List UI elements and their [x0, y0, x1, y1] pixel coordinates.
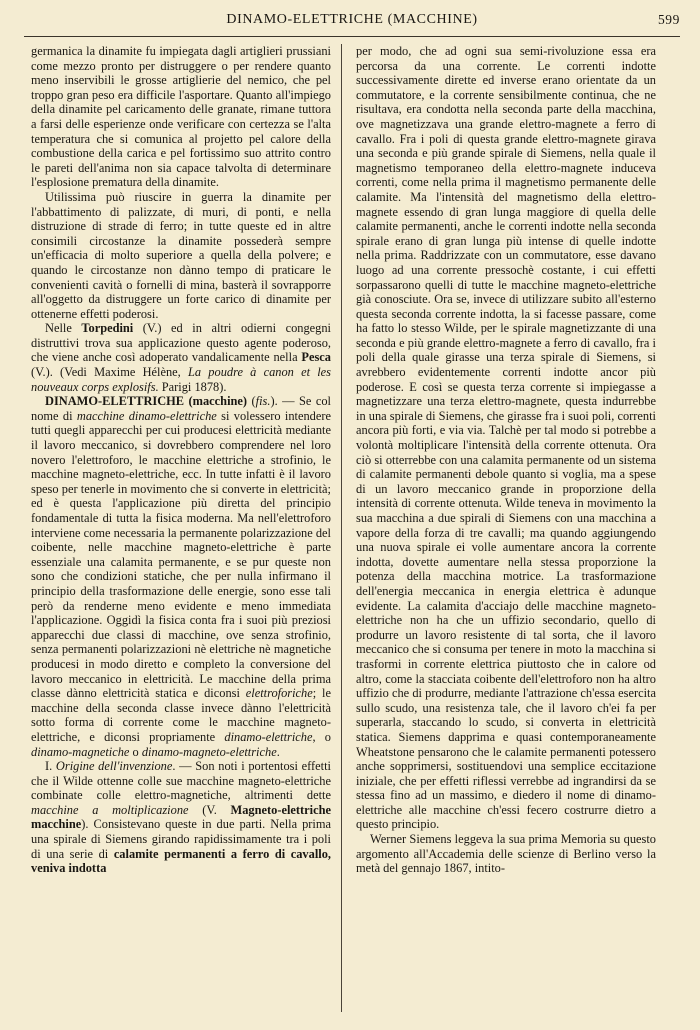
term: macchine a moltiplicazione [31, 802, 189, 817]
text-run: ; le macchine della seconda classe invece dànno l'elettricità sotto forma di corrente come le macchine magneto-elettriche, e diconsi propriamente [31, 686, 331, 744]
entry-headword: DINAMO-ELETTRICHE (macchine) [45, 394, 248, 409]
left-column [31, 44, 331, 876]
term: dinamo-magnetiche [31, 744, 130, 759]
paragraph [31, 321, 331, 394]
cross-reference: Pesca [301, 350, 331, 365]
text-run: . [276, 744, 280, 759]
running-title: DINAMO-ELETTRICHE (MACCHINE) [226, 12, 478, 27]
paragraph [31, 759, 331, 876]
text-run: ( [247, 394, 256, 409]
paragraph: germanica la dinamite fu impiegata dagli artiglieri prussiani come mezzo pronto per distruggere o per rendere quanto meno inservibili le grosse artiglierie del nemico, che pel troppo gran peso era difficile l'asportare. Quanto all'impiego della dinamite pel caricamento delle granate, rimane tuttora a farsi delle esperienze onde verificare con certezza se l'alta temperatura che si comunica al projetto pel calore della combustione della carica e pel fortissimo suo attrito contro le pareti dell'anima non sia capace talvolta di determinare l'esplosione prematura della dinamite. [31, 44, 331, 190]
term: elettroforiche [245, 686, 313, 701]
text-run: ). Consistevano queste in due parti. Nella prima una spirale di Siemens girando rapidissimamente tra i poli di una serie di [31, 817, 331, 861]
column-divider [341, 44, 342, 1012]
term: dinamo-magneto-elettriche [141, 744, 277, 759]
text-run: I. [45, 759, 56, 774]
page-number: 599 [657, 12, 680, 27]
page-header [24, 12, 680, 32]
paragraph: Utilissima può riuscire in guerra la dinamite per l'abbattimento di palizzate, di muri, di ponti, e nella distruzione di strade di ferro; in tutte queste ed in altre consimili circostanze la dinamite possederà sempre un'efficacia di molto superiore a quella della polvere; e quando le circostanze non dànno tempo di praticare le convenienti cavità o fornelli di mina, basterà il sovrapporre all'oggetto da distruggere un forte carico di dinamite per ottenerne effetti poderosi. [31, 189, 331, 321]
text-run: Nelle [45, 321, 82, 336]
right-column [356, 44, 656, 876]
subject-tag: fis. [255, 394, 271, 409]
text-run: (V. [188, 802, 231, 817]
header-rule [24, 36, 680, 37]
paragraph [31, 394, 331, 759]
cross-reference: Magneto-elettriche macchine [31, 802, 331, 832]
text-run: , o [312, 729, 331, 744]
text-run: (V.) ed in altri odierni congegni distruttivi trova sua applicazione questo agente poderoso, che viene anche così adoperato vandalicamente nella [31, 321, 331, 365]
text-run: (V.). (Vedi Maxime Hélène, [31, 365, 188, 380]
term: macchine dinamo-elettriche [76, 408, 217, 423]
text-run: o [129, 744, 142, 759]
text-run: Parigi 1878). [158, 379, 227, 394]
text-run: si volessero intendere tutti quegli apparecchi per cui producesi elettricità mediante il lavoro meccanico, si dovrebbero comprendere nel loro novero l'elettroforo, le macchine elettriche a strofinio, le macchine magneto-elettriche, ecc. In tutte infatti è il lavoro speso per tenerle in movimento che si converte in elettricità; ed è questa l'applicazione più diretta del principio fondamentale di tutta la fisica moderna. Ma nell'elettroforo interviene come necessaria la permanente polarizzazione del coibente, nelle macchine magneto-elettriche è parte essenziale una calamita permanente, e se pur queste non sono che condizioni statiche, che per nulla infirmano il principio della trasformazione delle energie, sono esse tali però da renderne meno evidente e meno immediata l'applicazione. Oggidì la fisica conta fra i suoi più preziosi apparecchi due classi di macchine, ove senza strofinio, senza permanenti polarizzazioni nè elettriche nè magnetiche producesi in modo diretto e completo la conversione del lavoro meccanico in elettricità. Le macchine della prima classe dànno elettricità statica e diconsi [31, 408, 331, 701]
term: dinamo-elettriche [224, 729, 313, 744]
paragraph: per modo, che ad ogni sua semi-rivoluzione essa era percorsa da una corrente. Le correnti indotte successivamente dirette ed inverse erano orientate da un commutatore, e la corrente sensibilmente continua, che ne risultava, era condotta nella seconda parte della macchina, ove magnetizzava una grande elettro-magnete a ferro di cavallo. Fra i poli di questa grande elettro-magnete girava una seconda e più grande spirale di Siemens, nella quale il magnetismo temporaneo della elettro-magnete induceva correnti, come nella prima il magnetismo permanente delle calamite. Ma l'intensità del magnetismo della elettro-magnete essendo di gran lunga maggiore di quella delle calamite permanenti, anche le correnti indotte nella seconda spirale erano di gran lunga più intense di quelle indotte nella prima. Raddrizzate con un commutatore, esse davano luogo ad una corrente pressochè costante, i cui effetti sorpassarono quelli di tutte le macchine magneto-elettriche già conosciute. Ora se, invece di utilizzare subito all'esterno questa seconda corrente indotta, la si facesse passare, come ha fatto lo stesso Wilde, per le spirale magnetizzante di una seconda e più grande elettro-magnete a ferro di cavallo, fra i poli della quale girasse una terza spirale di Siemens, si avrebbero evidentemente correnti indotte ancor più poderose. E così se questa terza corrente si impiegasse a magnetizzare una terza elettro-magnete, questa indurrebbe in una spirale di Siemens, che girasse fra i suoi poli, correnti ancora più forti, e via via. Talchè per tal modo si potrebbe a volontà moltiplicare l'intensità della corrente ottenuta. Ora ciò si otterrebbe con una calamita permanente od un sistema di calamite permanenti debole quanto si voglia, ma a spese di un lavoro meccanico grande in proporzione della intensità di corrente ottenuta. Wilde teneva in movimento la sua macchina a due spirali di Siemens con una macchina a vapore della forza di tre cavalli; ma quando aggiungendo una nuova spirale ei volle aumentare ancora la corrente indotta, dovette aumentare nella stessa proporzione la potenza della macchina motrice. La trasformazione dell'energia meccanica in energia elettrica è adunque evidente. La calamita d'acciajo delle macchine magneto-elettriche non ha che un uffizio secondario, quello di produrre un lavoro resistente di tal sorta, che il lavoro meccanico che si consuma per tenere in moto la macchina si trasformi in corrente elettrica piuttosto che in calore od altro, come la stacciata coibente dell'elettroforo non ha altro uffizio che di produrre, mediante l'attrazione ch'essa esercita sullo scudo, una resistenza tale, che il lavoro ch'ei fa per superarla, staccando lo scudo, si converta in elettricità statica. Siemens dapprima e quasi contemporaneamente Wheatstone pensarono che le calamite permanenti potessero anche sopprimersi, sostituendovi una semplice eccitazione iniziale, che per effetti riflessi verrebbe ad ingrandirsi da se stessa fino ad un massimo, e diedero il nome di dinamo-elettriche alle macchine ch'essi fecero costrurre dietro a questo principio. [356, 44, 656, 832]
cross-reference: Torpedini [81, 321, 134, 336]
text-run: ). — Se col nome di [31, 394, 331, 423]
text-run-bold: calamite permanenti a ferro di cavallo, veniva indotta [31, 846, 331, 876]
section-heading: Origine dell'invenzione [55, 759, 173, 774]
paragraph: Werner Siemens leggeva la sua prima Memoria su questo argomento all'Accademia delle scienze di Berlino verso la metà del gennajo 1867, intito- [356, 832, 656, 876]
citation-title: La poudre à canon et les nouveaux corps explosifs. [31, 365, 332, 394]
text-run: . — Son noti i portentosi effetti che il Wilde ottenne colle sue macchine magneto-elettriche combinate colle elettro-magnetiche, altrimenti dette [31, 759, 331, 803]
